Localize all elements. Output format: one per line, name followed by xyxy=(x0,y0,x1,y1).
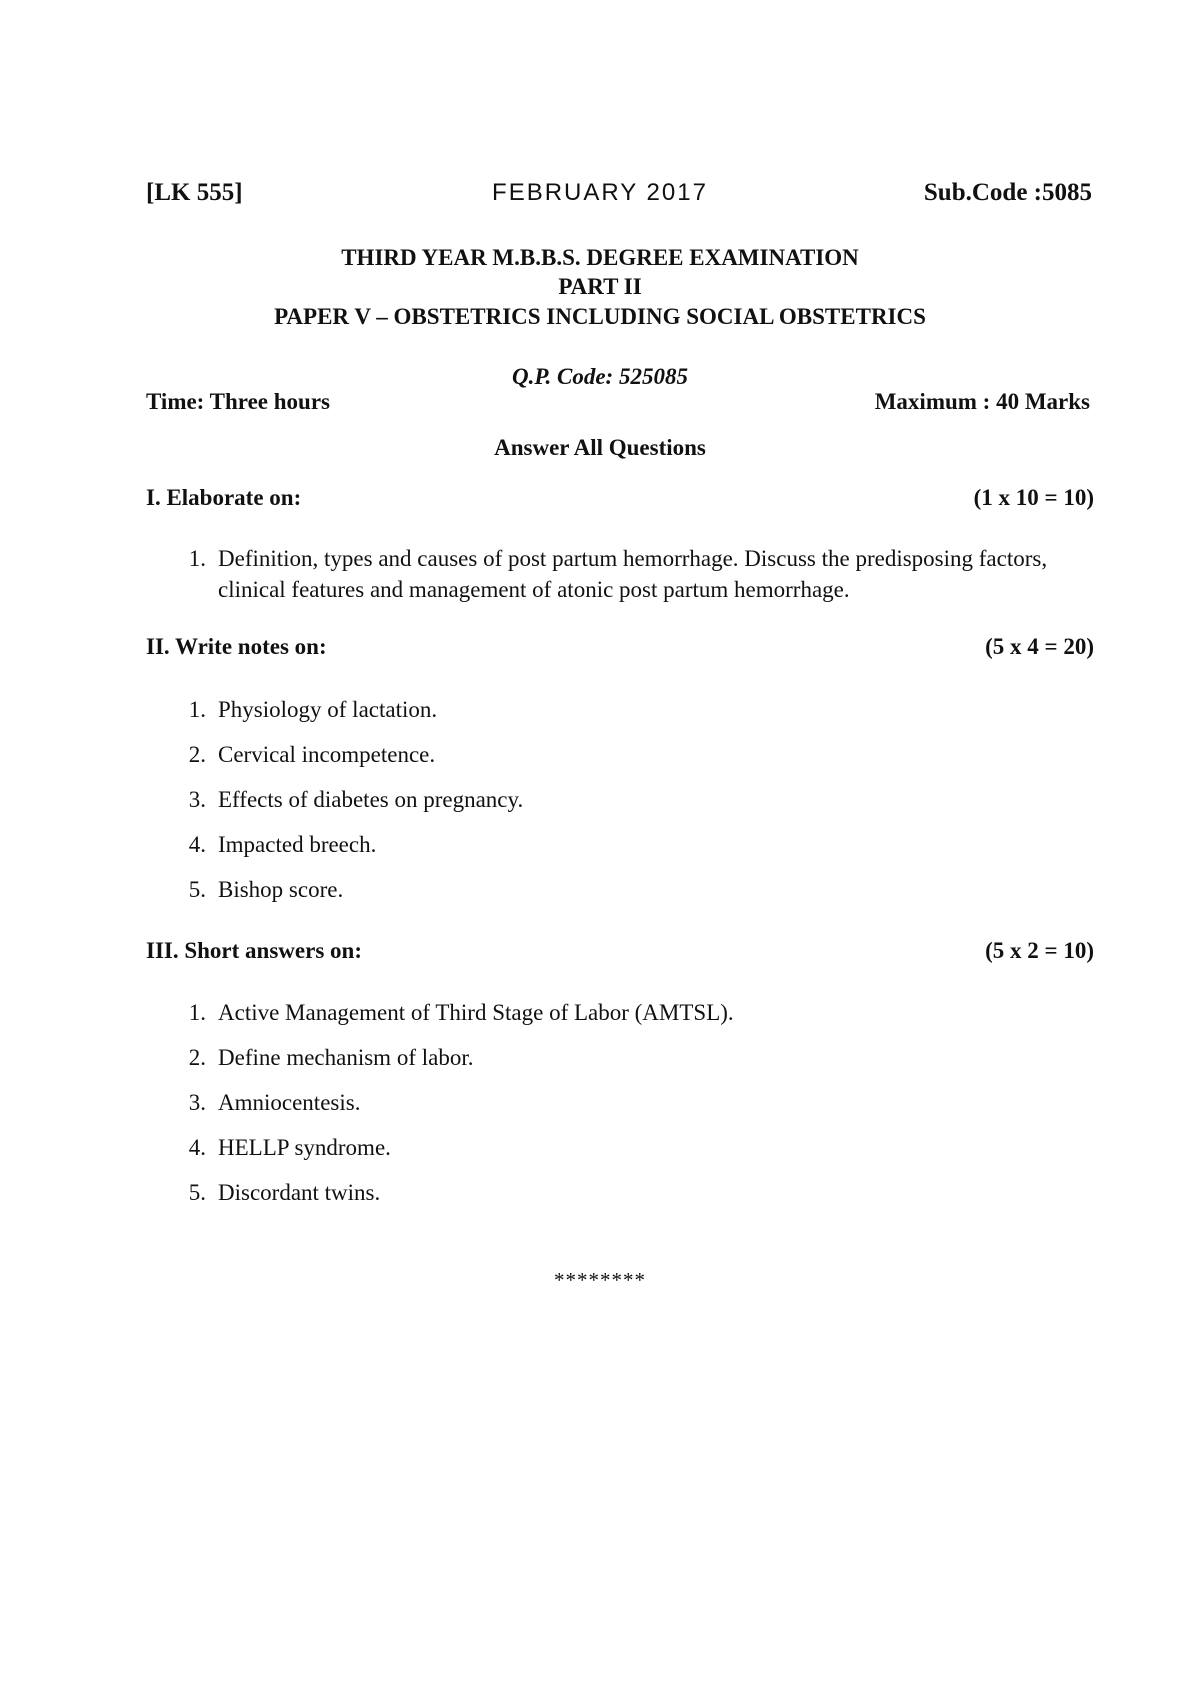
maximum-marks: Maximum : 40 Marks xyxy=(874,389,1090,414)
section-marks: (5 x 4 = 20) xyxy=(985,634,1094,659)
question-item xyxy=(0,997,1200,1028)
question-text: Bishop score. xyxy=(218,877,344,902)
question-item xyxy=(0,694,1200,725)
question-item xyxy=(0,1087,1200,1118)
question-item xyxy=(0,829,1200,860)
paper-code: [LK 555] xyxy=(146,179,243,206)
instruction: Answer All Questions xyxy=(494,435,706,460)
question-number: 3. xyxy=(188,1090,206,1115)
question-number: 1. xyxy=(188,1000,206,1025)
question-number: 5. xyxy=(188,1180,206,1205)
question-number: 5. xyxy=(188,877,206,902)
section-marks: (1 x 10 = 10) xyxy=(973,485,1094,510)
subject-code: Sub.Code :5085 xyxy=(923,179,1092,206)
question-text: Effects of diabetes on pregnancy. xyxy=(218,787,524,812)
question-item xyxy=(0,1042,1200,1073)
question-number: 4. xyxy=(188,832,206,857)
question-item xyxy=(0,1177,1200,1208)
section-heading: II. Write notes on: xyxy=(146,634,327,659)
question-text: Active Management of Third Stage of Labor (AMTSL). xyxy=(218,1000,734,1025)
section-marks: (5 x 2 = 10) xyxy=(985,938,1094,963)
question-number: 4. xyxy=(188,1135,206,1160)
question-text: Definition, types and causes of post partum hemorrhage. Discuss the predisposing factors, clinical features and management of atonic post partum hemorrhage. xyxy=(218,546,1048,602)
end-marker: ******** xyxy=(554,1268,646,1292)
question-text: Physiology of lactation. xyxy=(218,697,438,722)
time-allowed: Time: Three hours xyxy=(146,389,331,414)
question-item xyxy=(0,1132,1200,1163)
question-number: 2. xyxy=(188,1045,206,1070)
question-number: 1. xyxy=(188,546,206,571)
paper-title: PAPER V – OBSTETRICS INCLUDING SOCIAL OBSTETRICS xyxy=(274,304,926,329)
question-item xyxy=(0,874,1200,905)
question-text: Discordant twins. xyxy=(218,1180,381,1205)
question-text: Define mechanism of labor. xyxy=(218,1045,474,1070)
question-number: 2. xyxy=(188,742,206,767)
question-number: 1. xyxy=(188,697,206,722)
section-heading: III. Short answers on: xyxy=(146,938,362,963)
question-text: Cervical incompetence. xyxy=(218,742,436,767)
question-text: Amniocentesis. xyxy=(218,1090,361,1115)
exam-month-year: FEBRUARY 2017 xyxy=(492,179,708,206)
question-item xyxy=(0,784,1200,815)
question-text: HELLP syndrome. xyxy=(218,1135,391,1160)
question-item xyxy=(0,739,1200,770)
exam-title: THIRD YEAR M.B.B.S. DEGREE EXAMINATION xyxy=(341,245,859,270)
qp-code: Q.P. Code: 525085 xyxy=(512,364,688,389)
question-text: Impacted breech. xyxy=(218,832,377,857)
question-number: 3. xyxy=(188,787,206,812)
question-item xyxy=(0,543,1200,607)
section-heading: I. Elaborate on: xyxy=(146,485,302,510)
exam-part: PART II xyxy=(558,274,642,299)
